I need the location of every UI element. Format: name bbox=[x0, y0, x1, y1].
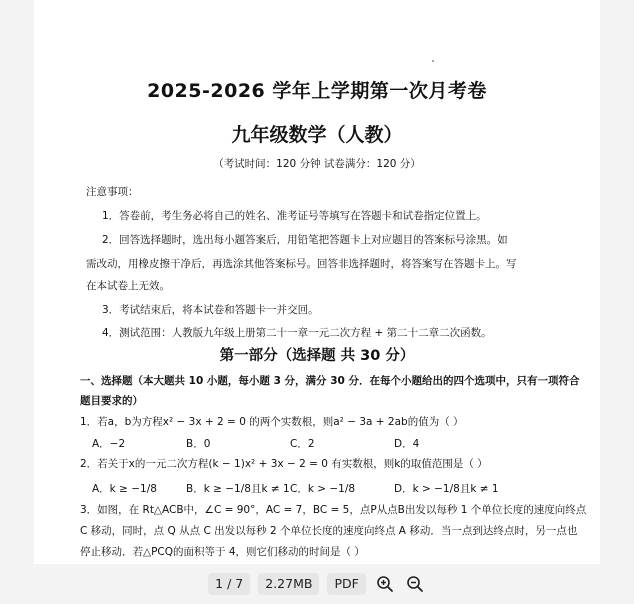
notice-line: 需改动，用橡皮擦干净后，再选涂其他答案标号。回答非选择题时，将答案写在答题卡上。写 bbox=[86, 258, 517, 270]
question-2-stem: 2．若关于x的一元二次方程(k − 1)x² + 3x − 2 = 0 有实数根，则k的取值范围是（ ） bbox=[80, 458, 488, 470]
zoom-in-icon[interactable] bbox=[374, 573, 396, 595]
file-size: 2.27MB bbox=[258, 573, 319, 595]
notice-line: 1．答卷前，考生务必将自己的姓名、准考证号等填写在答题卡和试卷指定位置上。 bbox=[102, 210, 487, 222]
page-indicator[interactable]: 1 / 7 bbox=[208, 573, 250, 595]
q1-option-b: B．0 bbox=[186, 438, 211, 450]
zoom-out-glyph bbox=[406, 575, 424, 593]
notice-line: 4．测试范围：人教版九年级上册第二十一章一元二次方程 + 第二十二章二次函数。 bbox=[102, 327, 492, 339]
q1-option-a: A．−2 bbox=[92, 438, 126, 450]
part1-title: 第一部分（选择题 共 30 分） bbox=[219, 348, 415, 364]
question-3-line: C 移动，同时，点 Q 从点 C 出发以每秒 2 个单位长度的速度向终点 A 移动．当一点到达终点时，另一点也 bbox=[80, 525, 578, 537]
notice-heading: 注意事项： bbox=[86, 186, 139, 198]
section1-intro: 题目要求的） bbox=[80, 395, 143, 407]
section1-intro: 一、选择题（本大题共 10 小题，每小题 3 分，满分 30 分．在每个小题给出的四个选项中，只有一项符合 bbox=[80, 375, 580, 387]
page-speck bbox=[432, 60, 434, 62]
q1-option-c: C．2 bbox=[290, 438, 315, 450]
q2-option-c: C．k > −1/8 bbox=[290, 483, 356, 495]
question-1-stem: 1．若a，b为方程x² − 3x + 2 = 0 的两个实数根，则a² − 3a + 2ab的值为（ ） bbox=[80, 416, 464, 428]
q2-option-d: D．k > −1/8且k ≠ 1 bbox=[394, 483, 499, 495]
file-type-badge: PDF bbox=[327, 573, 365, 595]
notice-line: 2．回答选择题时，选出每小题答案后，用铅笔把答题卡上对应题目的答案标号涂黑。如 bbox=[102, 234, 508, 246]
zoom-in-glyph bbox=[376, 575, 394, 593]
q2-option-a: A．k ≥ −1/8 bbox=[92, 483, 157, 495]
question-3-line: 3．如图，在 Rt△ACB中，∠C = 90°，AC = 7，BC = 5，点P从点B出发以每秒 1 个单位长度的速度向终点 bbox=[80, 504, 587, 516]
question-3-line: 停止移动．若△PCQ的面积等于 4，则它们移动的时间是（ ） bbox=[80, 546, 365, 558]
exam-subtitle: 九年级数学（人教） bbox=[231, 124, 403, 146]
q2-option-b: B．k ≥ −1/8且k ≠ 1 bbox=[186, 483, 290, 495]
notice-line: 在本试卷上无效。 bbox=[86, 280, 170, 292]
viewer-toolbar bbox=[0, 564, 634, 604]
q1-option-d: D．4 bbox=[394, 438, 420, 450]
pdf-page bbox=[34, 0, 600, 564]
notice-line: 3．考试结束后，将本试卷和答题卡一并交回。 bbox=[102, 304, 319, 316]
exam-info: （考试时间：120 分钟 试卷满分：120 分） bbox=[213, 158, 421, 170]
zoom-out-icon[interactable] bbox=[404, 573, 426, 595]
exam-title: 2025-2026 学年上学期第一次月考卷 bbox=[147, 80, 487, 102]
